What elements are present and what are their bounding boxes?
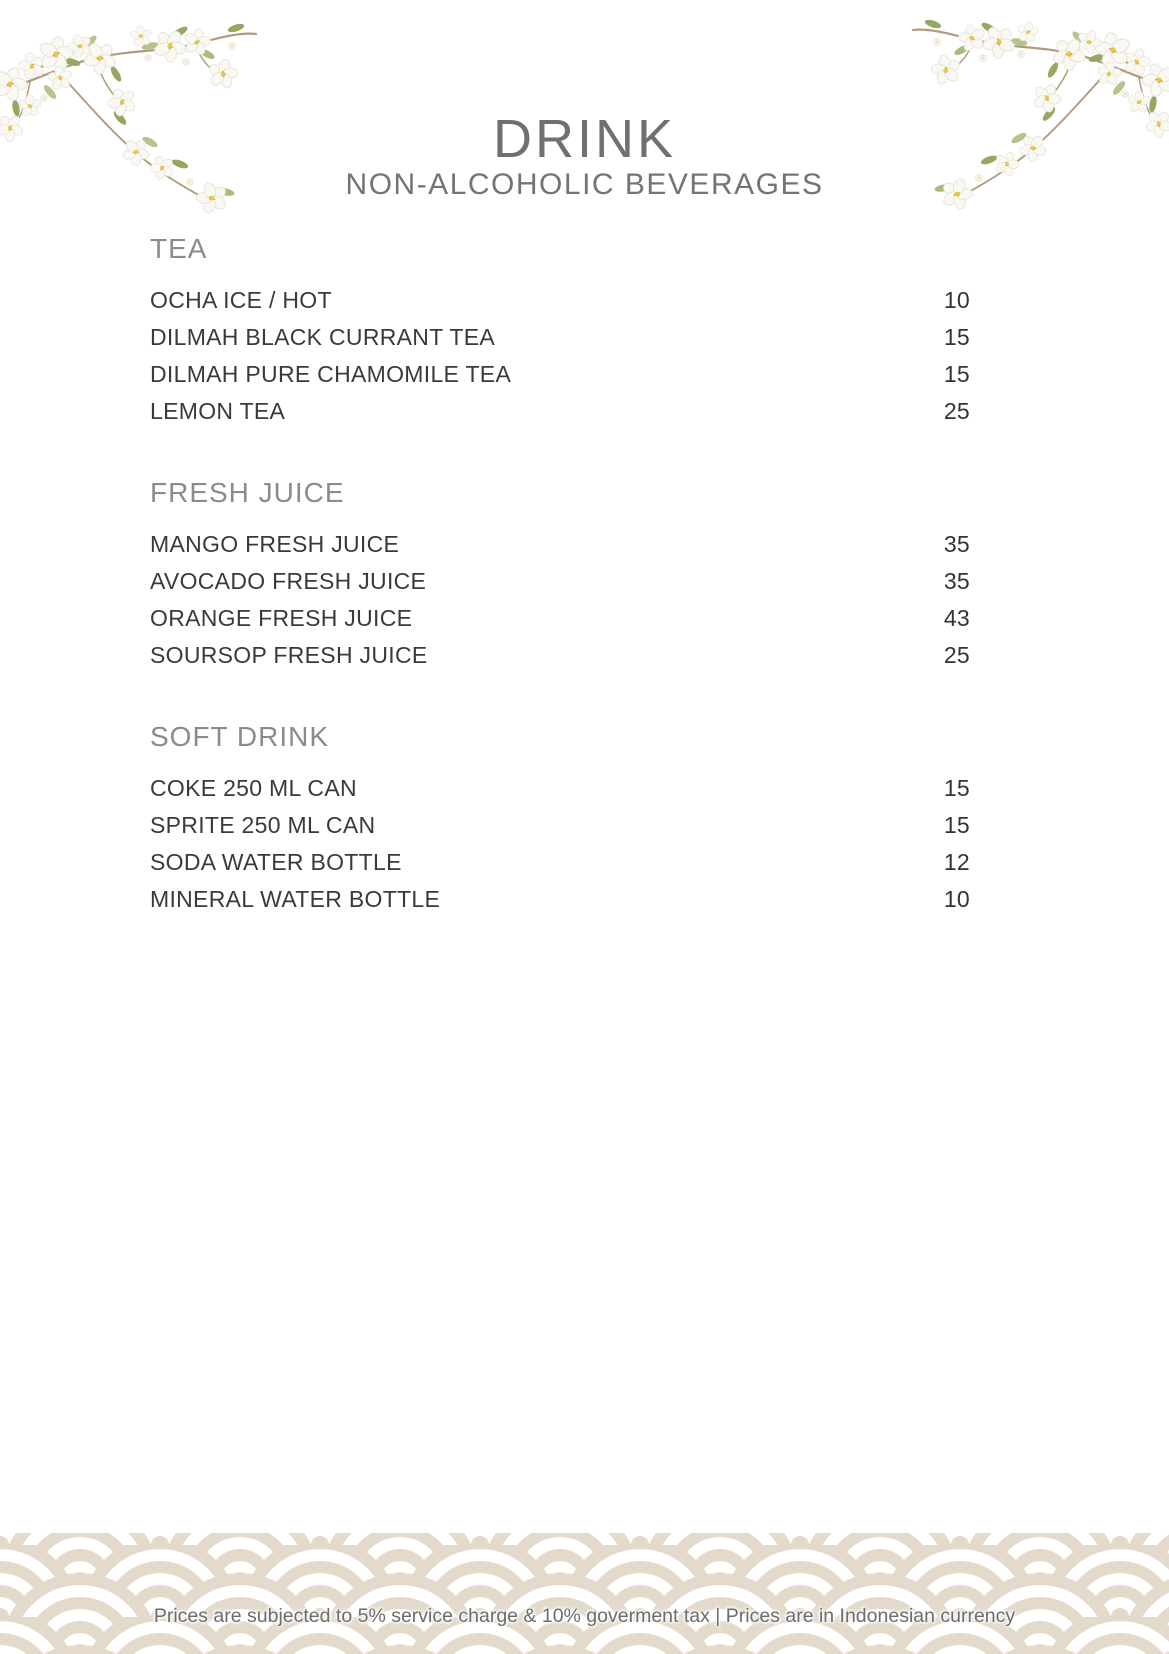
menu-item-price: 15: [943, 775, 970, 801]
menu-item-row: [150, 356, 970, 393]
menu-item-price: 15: [943, 324, 970, 350]
menu-item-price: 43: [943, 605, 970, 631]
menu-item-label: SPRITE 250 ML CAN: [150, 812, 376, 838]
menu-item-row: [150, 807, 970, 844]
section-header: FRESH JUICE: [150, 477, 345, 508]
menu-item-label: SODA WATER BOTTLE: [150, 849, 402, 875]
menu-item-row: [150, 637, 970, 674]
page-title: DRINK: [492, 109, 676, 169]
menu-item-price: 25: [943, 398, 970, 424]
menu-item-label: SOURSOP FRESH JUICE: [150, 642, 428, 668]
menu-item-price: 10: [943, 287, 970, 313]
menu-item-label: OCHA ICE / HOT: [150, 287, 332, 313]
menu-item-price: 15: [943, 812, 970, 838]
menu-item-price: 12: [943, 849, 970, 875]
menu-item-row: [150, 881, 970, 918]
menu-item-label: DILMAH PURE CHAMOMILE TEA: [150, 361, 512, 387]
menu-item-row: [150, 282, 970, 319]
menu-item-price: 25: [943, 642, 970, 668]
menu-item-label: ORANGE FRESH JUICE: [150, 605, 413, 631]
menu-item-row: [150, 319, 970, 356]
menu-item-row: [150, 600, 970, 637]
menu: [150, 234, 970, 918]
menu-item-row: [150, 770, 970, 807]
section-header: TEA: [150, 233, 208, 264]
menu-item-label: MANGO FRESH JUICE: [150, 531, 400, 557]
menu-item-label: LEMON TEA: [150, 398, 286, 424]
menu-item-label: MINERAL WATER BOTTLE: [150, 886, 441, 912]
menu-item-row: [150, 563, 970, 600]
menu-item-row: [150, 393, 970, 430]
menu-item-row: [150, 844, 970, 881]
menu-item-price: 10: [943, 886, 970, 912]
header: [0, 0, 1169, 202]
seigaiha-wave-pattern: [0, 1533, 1169, 1654]
section-header: SOFT DRINK: [150, 721, 330, 752]
menu-item-price: 35: [943, 531, 970, 557]
menu-item-label: AVOCADO FRESH JUICE: [150, 568, 427, 594]
page-subtitle: NON-ALCOHOLIC BEVERAGES: [345, 168, 824, 201]
menu-section-tea: [150, 234, 970, 430]
menu-item-label: DILMAH BLACK CURRANT TEA: [150, 324, 496, 350]
menu-section-soft-drink: [150, 722, 970, 918]
menu-item-price: 15: [943, 361, 970, 387]
menu-item-price: 35: [943, 568, 970, 594]
menu-item-row: [150, 526, 970, 563]
menu-item-label: COKE 250 ML CAN: [150, 775, 357, 801]
footer-note: Prices are subjected to 5% service charge & 10% goverment tax | Prices are in Indonesian currency: [153, 1605, 1016, 1627]
menu-section-fresh-juice: [150, 478, 970, 674]
